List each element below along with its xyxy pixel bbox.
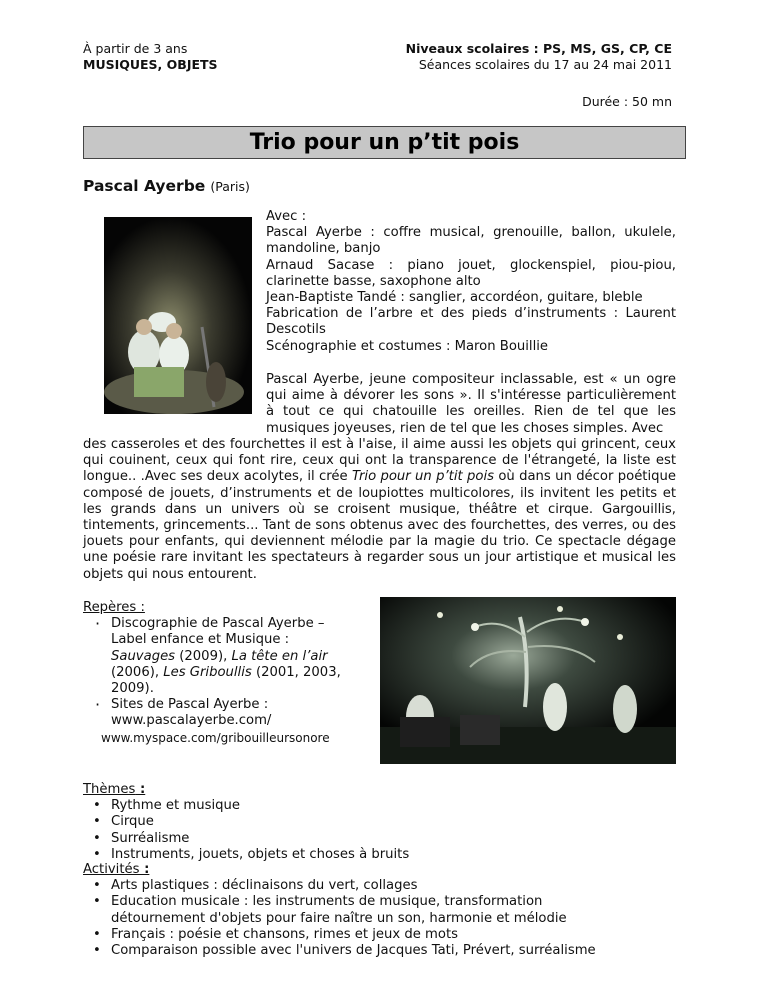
age-label: À partir de 3 ans [83, 41, 188, 56]
reperes-list [83, 616, 353, 729]
album-year: (2009), [175, 648, 232, 664]
themes-heading-colon: : [135, 782, 146, 797]
credits-intro: Avec : [266, 209, 307, 224]
site-link[interactable]: www.pascalayerbe.com/ [111, 713, 272, 729]
site-link[interactable]: www.myspace.com/gribouilleursonore [101, 730, 330, 745]
artist-heading [83, 176, 250, 195]
stage-photo-trio-illustration [104, 217, 252, 414]
list-item: • Cirque [83, 814, 683, 830]
credits-block [266, 209, 676, 355]
sites-label: Sites de Pascal Ayerbe : [111, 697, 269, 713]
list-item [83, 616, 353, 697]
list-item: • Instruments, jouets, objets et choses à bruits [83, 847, 683, 863]
credit-line: Scénographie et costumes : Maron Bouillie [266, 338, 549, 354]
credit-line: Jean-Baptiste Tandé : sanglier, accordéon, guitare, bleble [266, 290, 643, 306]
activites-heading-label: Activités [83, 862, 140, 877]
album-year: (2006), [111, 664, 164, 680]
artist-name: Pascal Ayerbe [83, 177, 206, 195]
credit-line: Arnaud Sacase : piano jouet, glockenspiel, piou-piou, clarinette basse, saxophone alto [266, 257, 676, 289]
list-item: • Comparaison possible avec l'univers de Jacques Tati, Prévert, surréalisme [83, 943, 683, 959]
reperes-section [83, 600, 373, 746]
description-intro: Pascal Ayerbe, jeune compositeur inclassable, est « un ogre qui aime à dévorer les sons ». Il s'intéresse particulièrement à tout ce qui chatouille les oreilles. Rien de tel que les musiques joyeuses, rien de tel que les choses simples. Avec [266, 372, 676, 436]
artist-city: (Paris) [210, 179, 250, 194]
stage-photo-concert [380, 597, 676, 764]
list-item: • Français : poésie et chansons, rimes et jeux de mots [83, 927, 683, 943]
page-title: Trio pour un p’tit pois [249, 130, 520, 155]
stage-photo-trio [104, 217, 252, 414]
show-title-inline: Trio pour un p’tit pois [351, 469, 494, 485]
list-item: • Rythme et musique [83, 798, 683, 814]
album-title: Les Griboullis [163, 664, 252, 680]
credit-line: Fabrication de l’arbre et des pieds d’instruments : Laurent Descotils [266, 306, 676, 338]
category-label: MUSIQUES, OBJETS [83, 57, 218, 72]
levels-label: Niveaux scolaires : PS, MS, GS, CP, CE [405, 41, 672, 56]
disco-label: Discographie de Pascal Ayerbe – Label enfance et Musique : [111, 616, 325, 648]
themes-heading-label: Thèmes [83, 782, 136, 797]
stage-photo-concert-illustration [380, 597, 676, 764]
list-item: • Arts plastiques : déclinaisons du vert, collages [83, 878, 683, 894]
header-right [312, 41, 672, 73]
list-item: • Surréalisme [83, 831, 683, 847]
header-left [83, 41, 218, 73]
activites-list [83, 878, 683, 959]
description-text: où dans un décor poétique composé de jouets, d’instruments et de loupiottes multicolores, ils invitent les petits et les grands dans un univers où se croisent musique, théâtre et cirque. Gargouillis, tintements, grincements... Tant de sons obtenus avec des fourchettes, des verres, ou des jouets pour enfants, qui deviennent mélodie par la magie du trio. Ce spectacle dégage une poésie rare invitant les spectateurs à regarder sous un jour artistique et musical les objets qui nous entourent. [83, 469, 676, 582]
album-title: Sauvages [111, 648, 176, 664]
activites-section [83, 862, 683, 959]
sessions-label: Séances scolaires du 17 au 24 mai 2011 [418, 57, 672, 72]
list-item: • Education musicale : les instruments de musique, transformation détournement d'objets pour faire naître un son, harmonie et mélodie [83, 894, 683, 926]
album-title: La tête en l’air [231, 648, 328, 664]
album-year: (2001, 2003, 2009). [111, 664, 341, 697]
reperes-heading: Repères : [83, 600, 145, 615]
themes-list [83, 798, 683, 863]
activites-heading-colon: : [139, 862, 150, 877]
title-banner [83, 126, 686, 159]
list-item [83, 697, 353, 729]
duration-label: Durée : 50 mn [582, 94, 672, 109]
themes-heading [83, 782, 683, 798]
description-body [83, 437, 676, 583]
themes-section [83, 782, 683, 863]
activites-heading [83, 862, 683, 878]
description-text: des casseroles et des fourchettes il est à l'aise, il aime aussi les objets qui grincent, ceux qui couinent, ceux qui font rire, ceux qui ont la transparence de l'étrangeté, la liste est longue.. .Avec ses deux acolytes, il crée [83, 437, 676, 485]
credit-line: Pascal Ayerbe : coffre musical, grenouille, ballon, ukulele, mandoline, banjo [266, 225, 676, 257]
